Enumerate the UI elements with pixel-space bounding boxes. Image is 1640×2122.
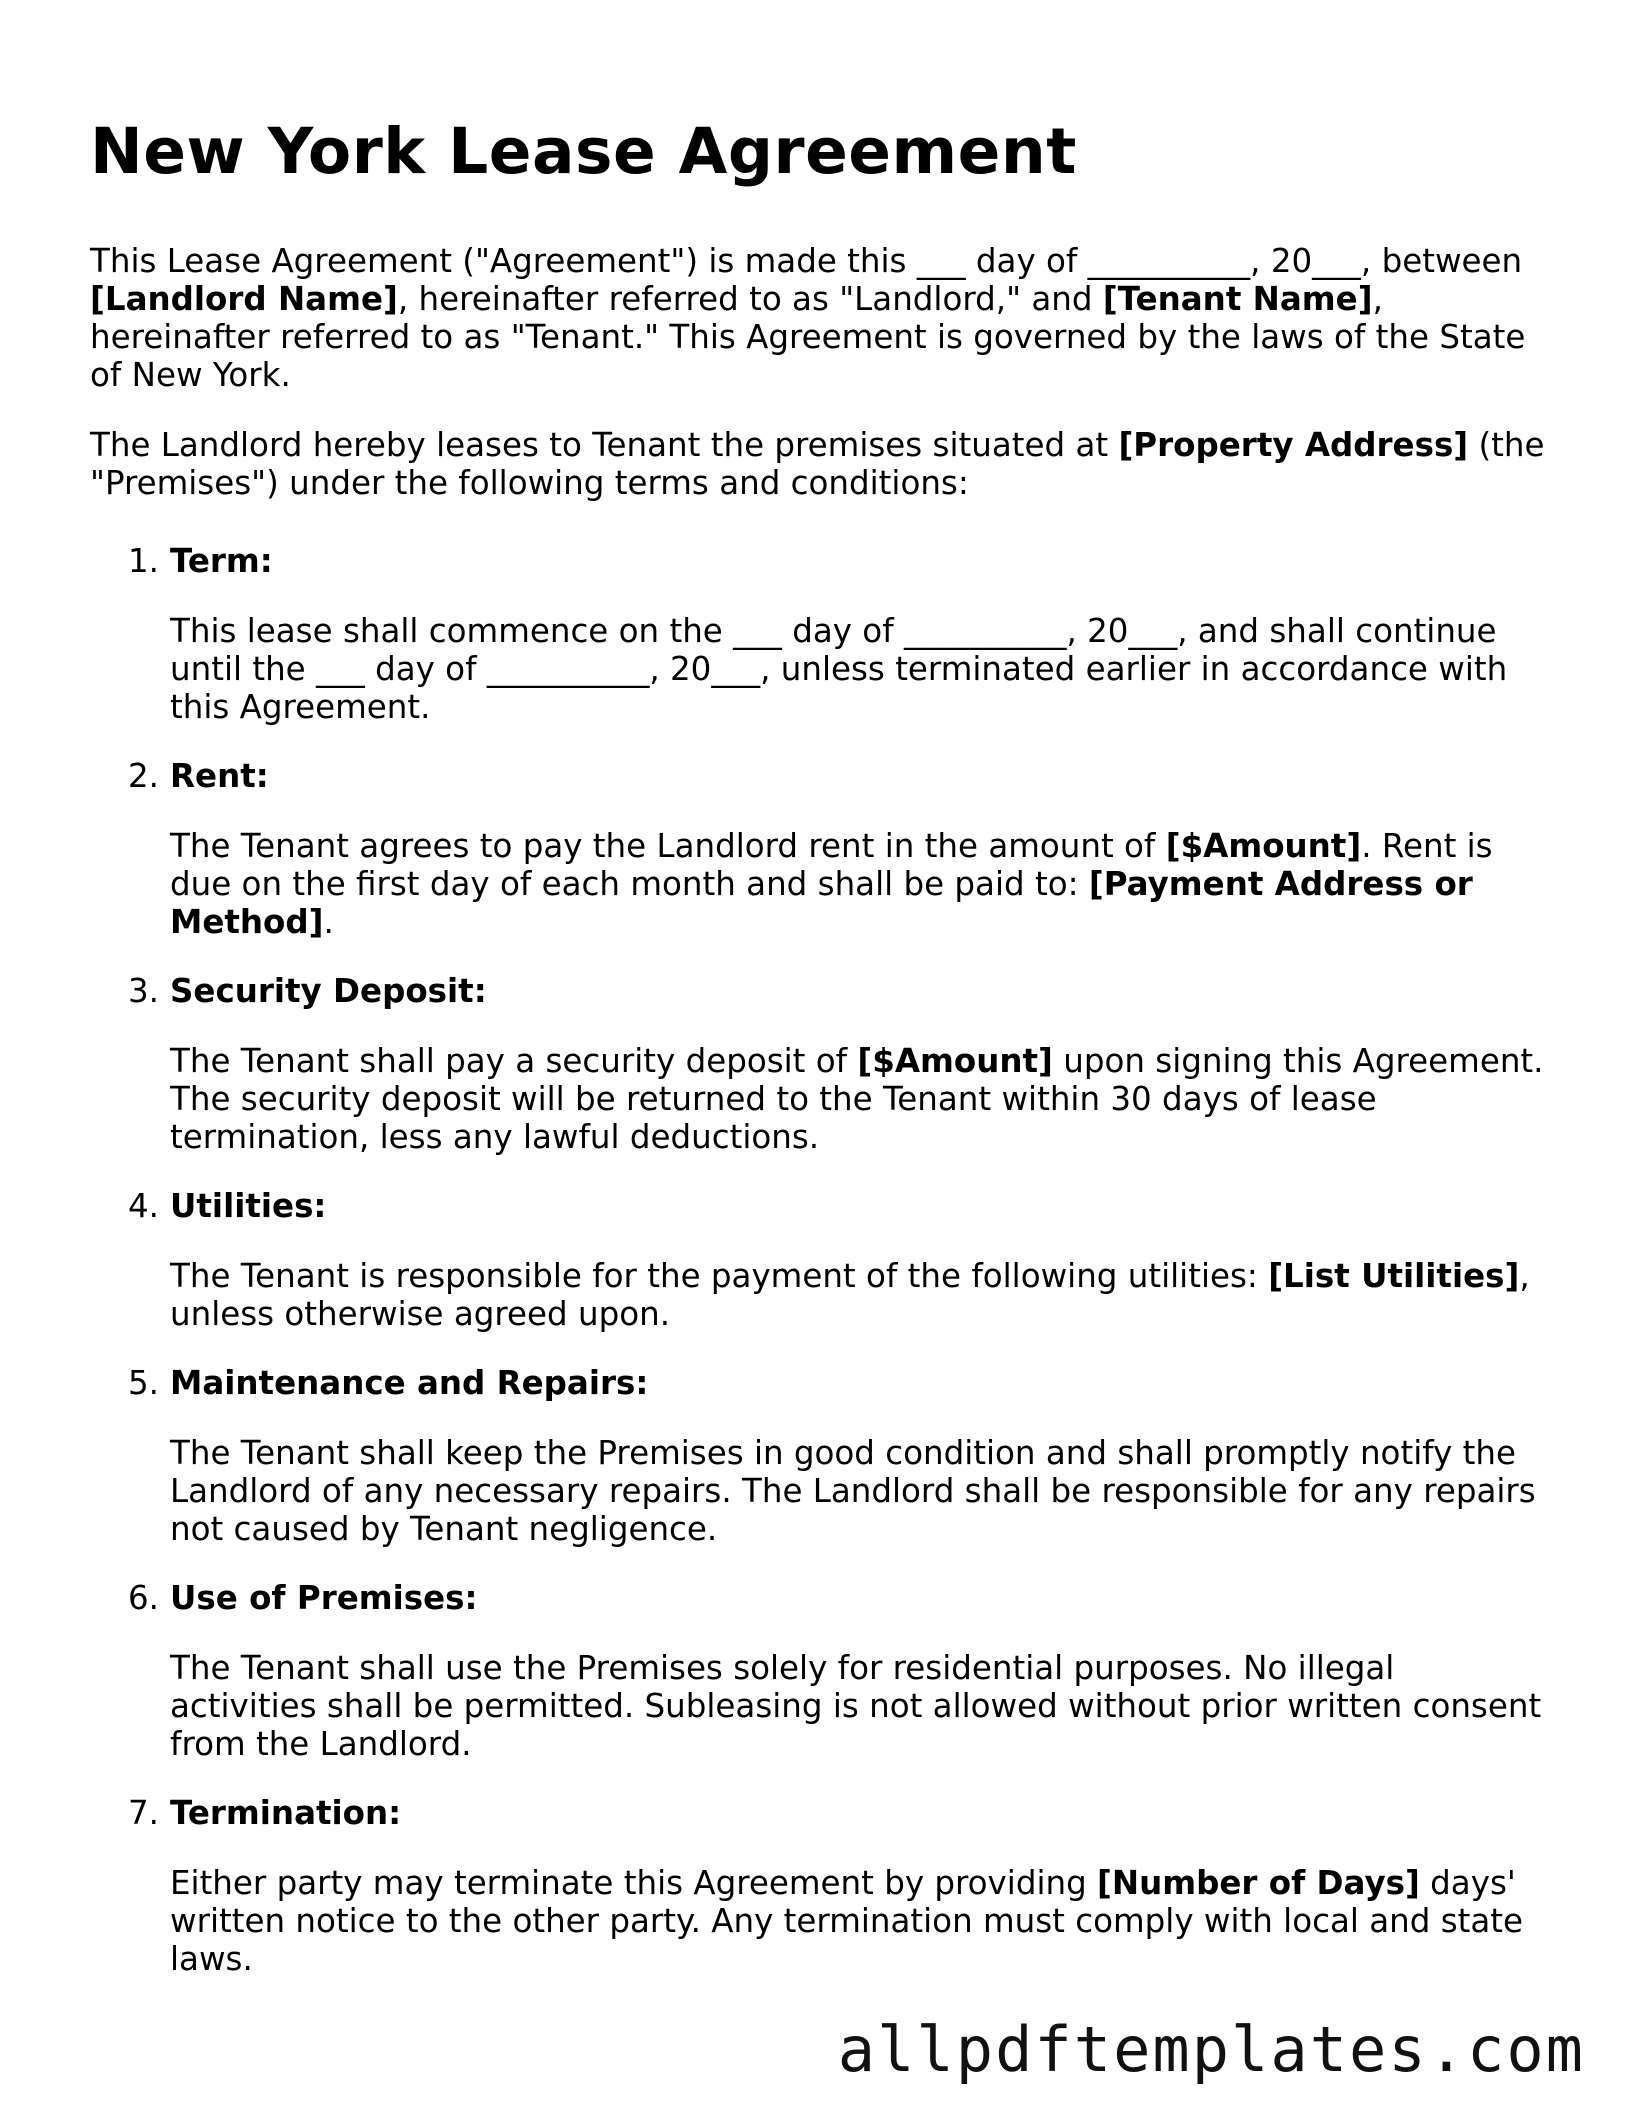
section-text: . xyxy=(323,903,334,941)
section-body xyxy=(170,1042,1550,1156)
section-text: The Tenant shall pay a security deposit of xyxy=(170,1042,858,1080)
section-number: 6. xyxy=(128,1579,160,1617)
intro-text-3: , hereinafter referred to as "Tenant." This Agreement is governed by the laws of the State of New York. xyxy=(90,280,1526,394)
section-body xyxy=(170,827,1550,941)
payment-method-placeholder: [Payment Address or Method] xyxy=(170,865,1473,941)
notice-days-placeholder: [Number of Days] xyxy=(1097,1864,1420,1902)
section-number: 2. xyxy=(128,757,160,795)
section-text: The Tenant agrees to pay the Landlord rent in the amount of xyxy=(170,827,1166,865)
section-term xyxy=(90,542,1550,726)
section-termination xyxy=(90,1794,1550,1978)
section-body xyxy=(170,1649,1550,1763)
section-title: Maintenance and Repairs: xyxy=(170,1364,649,1402)
section-title: Security Deposit: xyxy=(170,972,487,1010)
section-maintenance xyxy=(90,1364,1550,1548)
utilities-list-placeholder: [List Utilities] xyxy=(1268,1257,1520,1295)
intro-paragraph xyxy=(90,242,1550,394)
tenant-name-placeholder: [Tenant Name] xyxy=(1102,280,1373,318)
intro-text-1: This Lease Agreement ("Agreement") is made this ___ day of __________, 20___, between xyxy=(90,242,1523,280)
landlord-name-placeholder: [Landlord Name] xyxy=(90,280,398,318)
deposit-amount-placeholder: [$Amount] xyxy=(857,1042,1053,1080)
section-text: The Tenant is responsible for the payment of the following utilities: xyxy=(170,1257,1269,1295)
sections-list xyxy=(90,542,1550,1978)
section-title: Termination: xyxy=(170,1794,402,1832)
property-address-placeholder: [Property Address] xyxy=(1118,426,1469,464)
document-title: New York Lease Agreement xyxy=(90,115,1077,188)
section-title: Use of Premises: xyxy=(170,1579,478,1617)
section-body xyxy=(170,612,1550,726)
section-text: upon signing this Agreement. The security deposit will be returned to the Tenant within 30 days of lease termination, less any lawful deductions. xyxy=(170,1042,1544,1156)
section-text: , unless otherwise agreed upon. xyxy=(170,1257,1530,1333)
section-number: 7. xyxy=(128,1794,160,1832)
section-body xyxy=(170,1434,1550,1548)
premises-text-2: (the "Premises") under the following terms and conditions: xyxy=(90,426,1545,502)
section-number: 4. xyxy=(128,1187,160,1225)
premises-paragraph xyxy=(90,426,1550,502)
section-text: days' written notice to the other party. Any termination must comply with local and state laws. xyxy=(170,1864,1524,1978)
section-rent xyxy=(90,757,1550,941)
section-body xyxy=(170,1864,1550,1978)
section-text: The Tenant shall use the Premises solely for residential purposes. No illegal activities shall be permitted. Subleasing is not allowed without prior written consent from the Landlord. xyxy=(170,1649,1542,1763)
section-text: . Rent is due on the first day of each month and shall be paid to: xyxy=(170,827,1493,903)
section-title: Rent: xyxy=(170,757,269,795)
section-body xyxy=(170,1257,1550,1333)
rent-amount-placeholder: [$Amount] xyxy=(1165,827,1362,865)
watermark-text: allpdftemplates.com xyxy=(837,2013,1585,2086)
document-page xyxy=(90,112,1550,2009)
section-number: 3. xyxy=(128,972,160,1010)
section-text: The Tenant shall keep the Premises in good condition and shall promptly notify the Landlord of any necessary repairs. The Landlord shall be responsible for any repairs not caused by Tenant negligence. xyxy=(170,1434,1536,1548)
premises-text-1: The Landlord hereby leases to Tenant the premises situated at xyxy=(90,426,1119,464)
section-utilities xyxy=(90,1187,1550,1333)
section-security-deposit xyxy=(90,972,1550,1156)
section-use-of-premises xyxy=(90,1579,1550,1763)
section-title: Term: xyxy=(170,542,273,580)
section-number: 5. xyxy=(128,1364,160,1402)
section-title: Utilities: xyxy=(170,1187,327,1225)
section-number: 1. xyxy=(128,542,160,580)
section-text: Either party may terminate this Agreement by providing xyxy=(170,1864,1098,1902)
intro-text-2: , hereinafter referred to as "Landlord," and xyxy=(397,280,1103,318)
section-text: This lease shall commence on the ___ day of __________, 20___, and shall continue until the ___ day of __________, 20___, unless terminated earlier in accordance with this Agreement. xyxy=(170,612,1508,726)
